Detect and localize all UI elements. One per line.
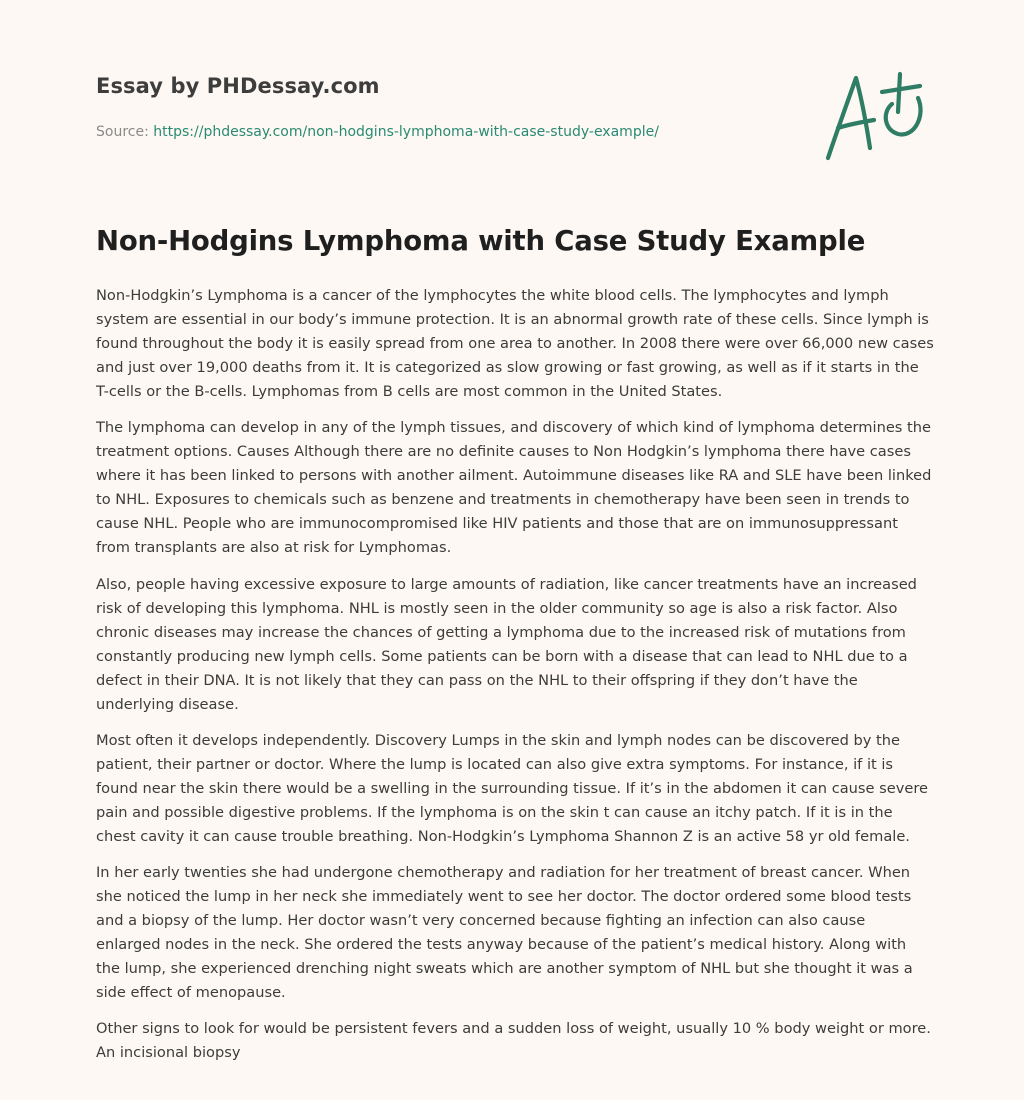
a-plus-grade-icon [822,68,928,164]
paragraph: In her early twenties she had undergone chemotherapy and radiation for her treatment of breast cancer. When she noticed the lump in her neck she immediately went to see her doctor. The doctor ordered some blood tests and a biopsy of the lump. Her doctor wasn’t very concerned because fighting an infection can also cause enlarged nodes in the neck. She ordered the tests anyway because of the patient’s medical history. Along with the lump, she experienced drenching night sweats which are another symptom of NHL but she thought it was a side effect of menopause. [96,864,913,1002]
source-label: Source: [96,124,149,140]
paragraph: Also, people having excessive exposure to large amounts of radiation, like cancer treatments have an increased risk of developing this lymphoma. NHL is mostly seen in the older community so age is also a risk factor. Also chronic diseases may increase the chances of getting a lymphoma due to the increased risk of mutations from constantly producing new lymph cells. Some patients can be born with a disease that can lead to NHL due to a defect in their DNA. It is not likely that they can pass on the NHL to their offspring if they don’t have the underlying disease. [96,575,917,713]
paragraph: Non-Hodgkin’s Lymphoma is a cancer of the lymphocytes the white blood cells. The lymphocytes and lymph system are essential in our body’s immune protection. It is an abnormal growth rate of these cells. Since lymph is found throughout the body it is easily spread from one area to another. In 2008 there were over 66,000 new cases and just over 19,000 deaths from it. It is categorized as slow growing or fast growing, as well as if it starts in the T-cells or the B-cells. Lymphomas from B cells are most common in the United States. [96,287,934,400]
paragraph: Other signs to look for would be persistent fevers and a sudden loss of weight, usually 10 % body weight or more. An incisional biopsy [96,1020,931,1062]
paragraph: The lymphoma can develop in any of the lymph tissues, and discovery of which kind of lymphoma determines the treatment options. Causes Although there are no definite causes to Non Hodgkin’s lymphoma there have cases where it has been linked to persons with another ailment. Autoimmune diseases like RA and SLE have been linked to NHL. Exposures to chemicals such as benzene and treatments in chemotherapy have been seen in trends to cause NHL. People who are immunocompromised like HIV patients and those that are on immunosuppressant from transplants are also at risk for Lymphomas. [96,419,932,557]
paragraph: Most often it develops independently. Discovery Lumps in the skin and lymph nodes can be discovered by the patient, their partner or doctor. Where the lump is located can also give extra symptoms. For instance, if it is found near the skin there would be a swelling in the surrounding tissue. If it’s in the abdomen it can cause severe pain and possible digestive problems. If the lymphoma is on the skin t can cause an itchy patch. If it is in the chest cavity it can cause trouble breathing. Non-Hodgkin’s Lymphoma Shannon Z is an active 58 yr old female. [96,731,928,845]
article-body [96,284,934,1078]
source-line [96,124,659,140]
article-title: Non-Hodgins Lymphoma with Case Study Example [96,225,866,257]
source-link[interactable]: https://phdessay.com/non-hodgins-lymphoma-with-case-study-example/ [153,124,659,140]
site-brand: Essay by PHDessay.com [96,74,380,98]
